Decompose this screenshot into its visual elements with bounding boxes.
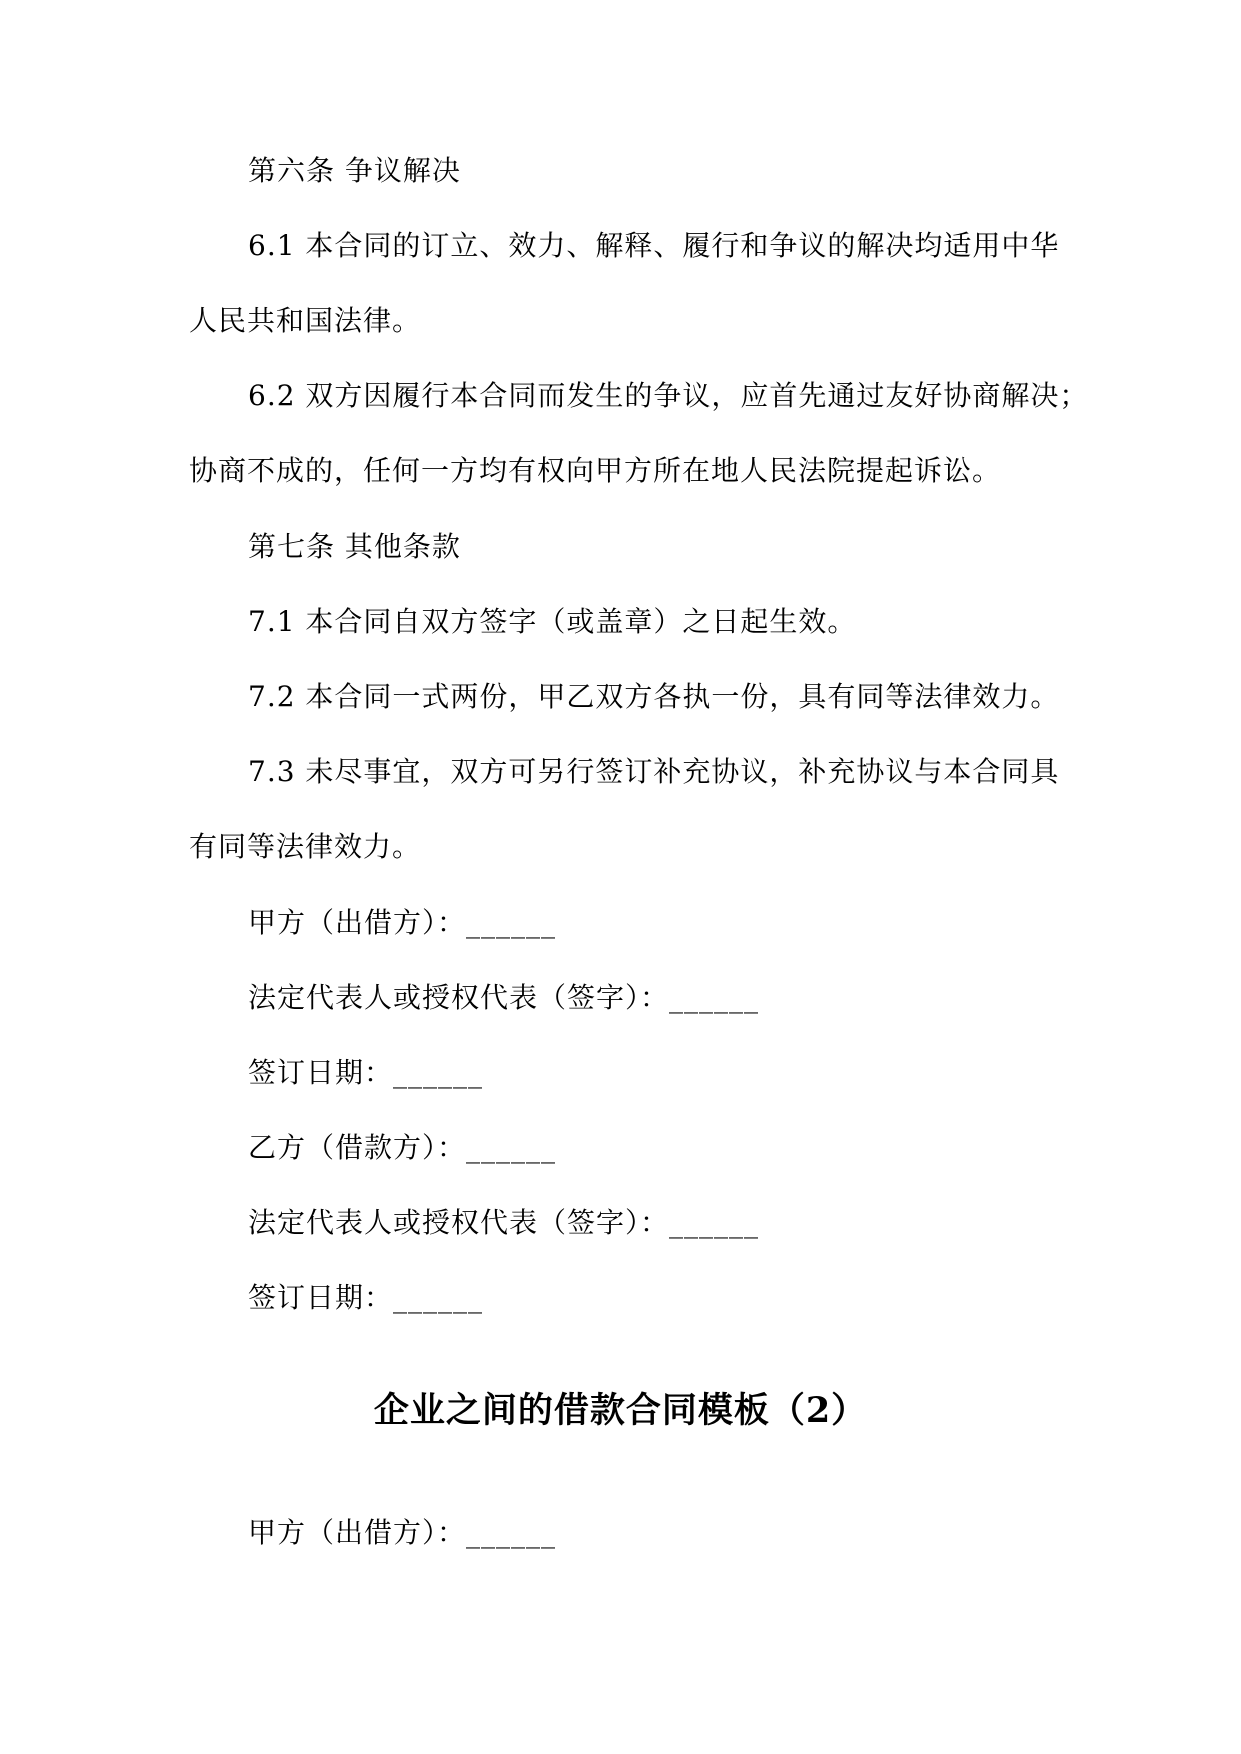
clause-6-2-line-1: 6.2 双方因履行本合同而发生的争议，应首先通过友好协商解决；: [248, 379, 1089, 412]
clause-7-3-line-2: 有同等法律效力。: [189, 830, 422, 863]
section-6-heading: 第六条 争议解决: [248, 154, 461, 187]
template-2-title: 企业之间的借款合同模板（2）: [373, 1390, 868, 1431]
party-b-representative-line: 法定代表人或授权代表（签字）：______: [248, 1206, 760, 1239]
clause-7-1: 7.1 本合同自双方签字（或盖章）之日起生效。: [248, 605, 857, 638]
clause-7-3-line-1: 7.3 未尽事宜，双方可另行签订补充协议，补充协议与本合同具: [248, 755, 1060, 788]
clause-7-2: 7.2 本合同一式两份，甲乙双方各执一份，具有同等法律效力。: [248, 680, 1060, 713]
clause-6-1-line-2: 人民共和国法律。: [189, 304, 422, 337]
party-b-line: 乙方（借款方）：______: [248, 1131, 557, 1164]
section-7-heading: 第七条 其他条款: [248, 530, 461, 563]
clause-6-2-line-2: 协商不成的，任何一方均有权向甲方所在地人民法院提起诉讼。: [189, 454, 1002, 487]
clause-6-1-line-1: 6.1 本合同的订立、效力、解释、履行和争议的解决均适用中华: [248, 229, 1060, 262]
party-a-line: 甲方（出借方）：______: [248, 906, 557, 939]
party-a-date-line: 签订日期：______: [248, 1056, 484, 1089]
party-a-representative-line: 法定代表人或授权代表（签字）：______: [248, 981, 760, 1014]
party-b-date-line: 签订日期：______: [248, 1281, 484, 1314]
template-2-party-a-line: 甲方（出借方）：______: [248, 1516, 557, 1549]
